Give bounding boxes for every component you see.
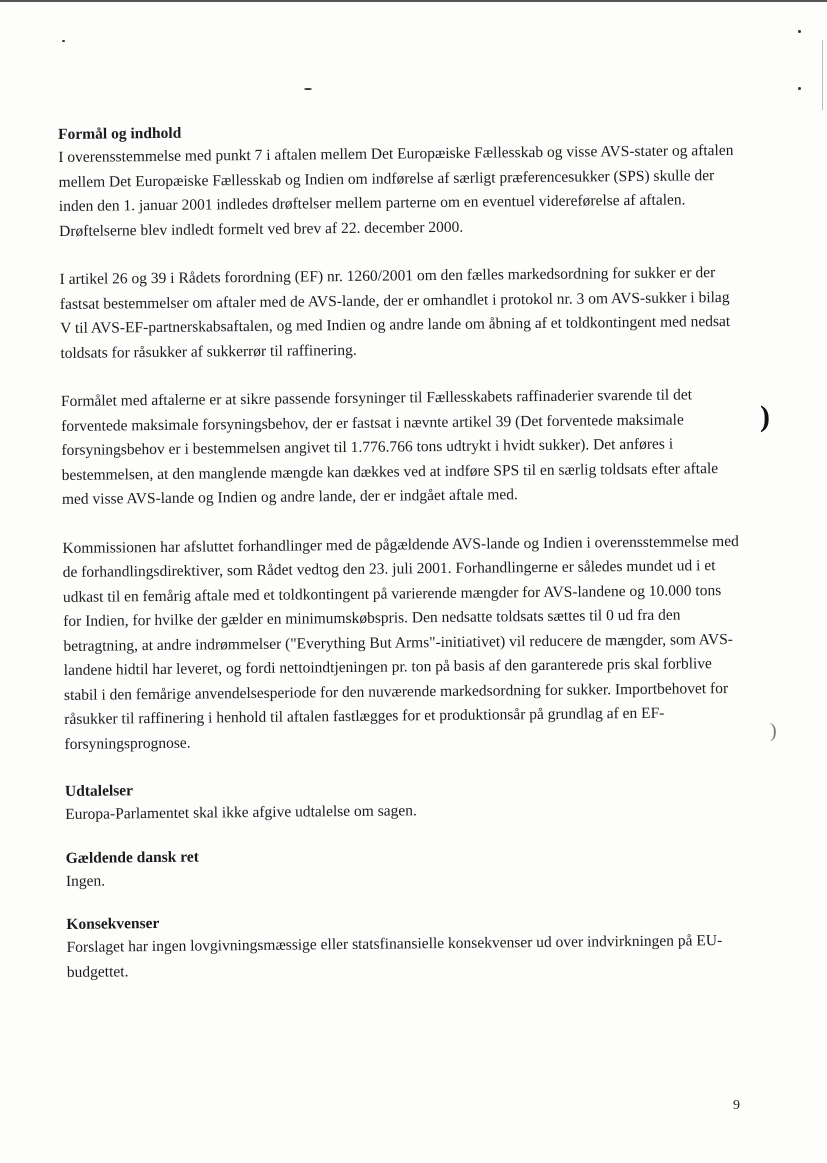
section-heading-udtalelser: Udtalelser — [64, 782, 134, 800]
document-body — [58, 117, 747, 985]
scan-speck — [304, 88, 312, 90]
paragraph: Kommissionen har afsluttet forhandlinger med de pågældende AVS-lande og Indien i overensstemmelse med de forhandlingsdirektiver, som Rådet vedtog den 23. juli 2001. Forhandlingerne er således mundet ud i et udkast til en femårig aftale med et toldkontingent på varierende mængder for AVS-landene og 10.000 tons for Indien, for hvilke der gælder en minimumskøbspris. Den nedsatte toldsats sættes til 0 ud fra den betragtning, at andre indrømmelser ("Everything But Arms"-initiativet) vil reducere de mængder, som AVS-landene hidtil har leveret, og fordi nettoindtjeningen pr. ton på basis af den garanterede pris skal forblive stabil i den femårige anvendelsesperiode for den nuværende markedsordning for sukker. Importbehovet for råsukker til raffinering i henhold til aftalen fastlægges for et produktionsår på grundlag af en EF-forsyningsprognose. — [62, 532, 739, 753]
paragraph: Ingen. — [65, 872, 106, 890]
punch-hole-mark: ) — [760, 400, 770, 433]
scan-speck — [798, 30, 801, 33]
scan-speck — [798, 87, 801, 90]
punch-hole-mark: ) — [770, 720, 777, 742]
paragraph: Forslaget har ingen lovgivningsmæssige eller statsfinansielle konsekvenser ud over indvirkningen på EU-budgettet. — [66, 932, 723, 981]
right-edge-mark — [822, 40, 823, 110]
section-heading-formaal: Formål og indhold — [58, 124, 182, 143]
paragraph: I overensstemmelse med punkt 7 i aftalen mellem Det Europæiske Fællesskab og visse AVS-stater og aftalen mellem Det Europæiske Fællesskab og Indien om indførelse af særligt præferencesukker (SPS) skulle der inden den 1. januar 2001 indledes drøftelser mellem parterne om en eventuel videreførelse af aftalen. Drøftelserne blev indledt formelt ved brev af 22. december 2000. — [58, 141, 734, 240]
page-number: 9 — [733, 1098, 740, 1113]
section-heading-gaeldende-dansk-ret: Gældende dansk ret — [65, 848, 199, 867]
paragraph: I artikel 26 og 39 i Rådets forordning (EF) nr. 1260/2001 om den fælles markedsordning for sukker er der fastsat bestemmelser om aftaler med de AVS-lande, der er omhandlet i protokol nr. 3 om AVS-sukker i bilag V til AVS-EF-partnerskabsaftalen, og med Indien og andre lande om åbning af et toldkontingent med nedsat toldsats for råsukker af sukkerrør til raffinering. — [59, 264, 731, 362]
scan-speck — [62, 40, 65, 42]
top-edge-rule — [0, 0, 827, 2]
paragraph: Europa-Parlamentet skal ikke afgive udtalelse om sagen. — [65, 802, 417, 823]
section-heading-konsekvenser: Konsekvenser — [66, 914, 160, 933]
paragraph: Formålet med aftalerne er at sikre passende forsyninger til Fællesskabets raffinaderier svarende til det forventede maksimale forsyningsbehov, der er fastsat i nævnte artikel 39 (Det forventede maksimale forsyningsbehov er i bestemmelsen angivet til 1.776.766 tons udtrykt i hvidt sukker). Det anføres i bestemmelsen, at den manglende mængde kan dækkes ved at indføre SPS til en særlig toldsats efter aftale med visse AVS-lande og Indien og andre lande, der er indgået aftale med. — [60, 386, 719, 508]
